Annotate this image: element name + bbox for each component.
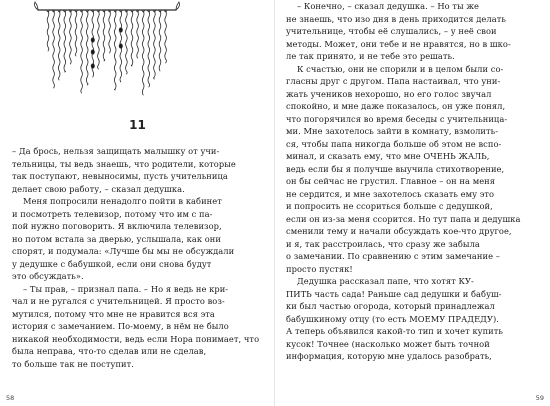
text-line: никакой необходимости, ведь если Нора понимает, что [12,333,260,344]
text-line: ки был частью огорода, который принадлежал [286,301,495,311]
left-page-text [12,145,260,370]
text-line: А теперь объявился какой-то тип и хочет купить [286,326,503,336]
text-line: ведь если бы я получше выучила стихотворение, [286,163,505,174]
text-line: чал и не ругался с учительницей. Я просто воз- [12,296,225,306]
text-line: но потом встала за дверью, услышала, как они [12,233,221,244]
text-line: так поступают, невыносимы, пусть учительница [12,171,228,181]
text-line: Меня попросили ненадолго пойти в кабинет [23,196,222,206]
text-line: учительнице, чтобы её слушались, – у неё свои [286,26,497,36]
text-line: гласны друг с другом. Папа настаивал, что уни- [286,76,501,86]
text-line: была неправа, что-то сделав или не сделав, [12,346,207,356]
text-line: ми. Мне захотелось зайти в комнату, взмолить- [286,126,499,136]
text-line: что погорячился во время беседы с учительница- [286,113,508,124]
text-line: методы. Может, они тебе и не нравятся, но в шко- [286,38,511,49]
text-line: мутился, потому что мне не нравится вся эта [12,308,215,319]
text-line: спокойно, и мне даже показалось, он уже понял, [286,101,506,111]
right-page-text [286,0,532,363]
text-line: и посмотреть телевизор, потому что им с па- [12,208,213,219]
text-line: ся, чтобы папа никогда больше об этом не вспо- [286,138,502,149]
macrame-wall-hanging-illustration [26,0,196,100]
text-line: пой нужно поговорить. Я включила телевизор, [12,221,222,231]
text-line: – Да брось, нельзя защищать малышку от учи- [12,146,220,156]
text-line: и попросить не ссориться больше с дедушкой, [286,201,493,211]
page-number-left: 58 [6,394,15,402]
text-line: не сердится, и мне захотелось сказать ему это [286,188,495,199]
text-line: тельницы, ты ведь знаешь, что родители, которые [12,158,236,169]
text-line: информация, которую мне удалось разобрать, [286,351,492,361]
text-line: просто пустяк! [286,263,353,274]
text-line: не знаешь, что изо дня в день приходится делать [286,13,506,24]
text-line: ПИТЬ часть сада! Раньше сад дедушки и бабуш- [286,288,502,299]
text-line: спорят, и подумала: «Лучше бы мы не обсуждали [12,246,235,256]
text-line: о замечании. По сравнению с этим замечание – [286,251,500,261]
text-line: Дедушка рассказал папе, что хотят КУ- [297,276,474,286]
text-line: кусок! Точнее (насколько может быть точной [286,338,490,349]
text-line: делает свою работу, – сказал дедушка. [12,183,185,194]
text-line: ле так принято, и не тебе это решать. [286,51,455,61]
text-line: – Ты прав, – признал папа. – Но я ведь не кри- [23,283,229,294]
chapter-number: 11 [129,118,146,132]
text-line: это обсуждать». [12,271,84,281]
text-line: бабушкиному отцу (то есть МОЕМУ ПРАДЕДУ). [286,313,499,324]
text-line: и я, так расстроилась, что сразу же забыла [286,238,480,249]
text-line: история с замечанием. По-моему, в нём не было [12,321,229,331]
text-line: если он из-за меня ссорится. Но тут папа и дедушка [286,213,521,224]
text-line: – Конечно, – сказал дедушка. – Но ты же [297,1,479,11]
text-line: минал, и сказать ему, что мне ОЧЕНЬ ЖАЛЬ, [286,151,490,161]
text-line: сменили тему и начали обсуждать кое-что другое, [286,226,512,236]
text-line: он бы сейчас не грустил. Главное – он на меня [286,176,496,186]
page-number-right: 59 [535,394,544,402]
right-page [275,0,550,406]
text-line: у дедушке с бабушкой, если они снова будут [12,258,212,269]
text-line: то больше так не поступит. [12,358,134,369]
text-line: К счастью, они не спорили и в целом были со- [297,63,504,74]
text-line: жать учеников нехорошо, но его голос звучал [286,88,492,99]
